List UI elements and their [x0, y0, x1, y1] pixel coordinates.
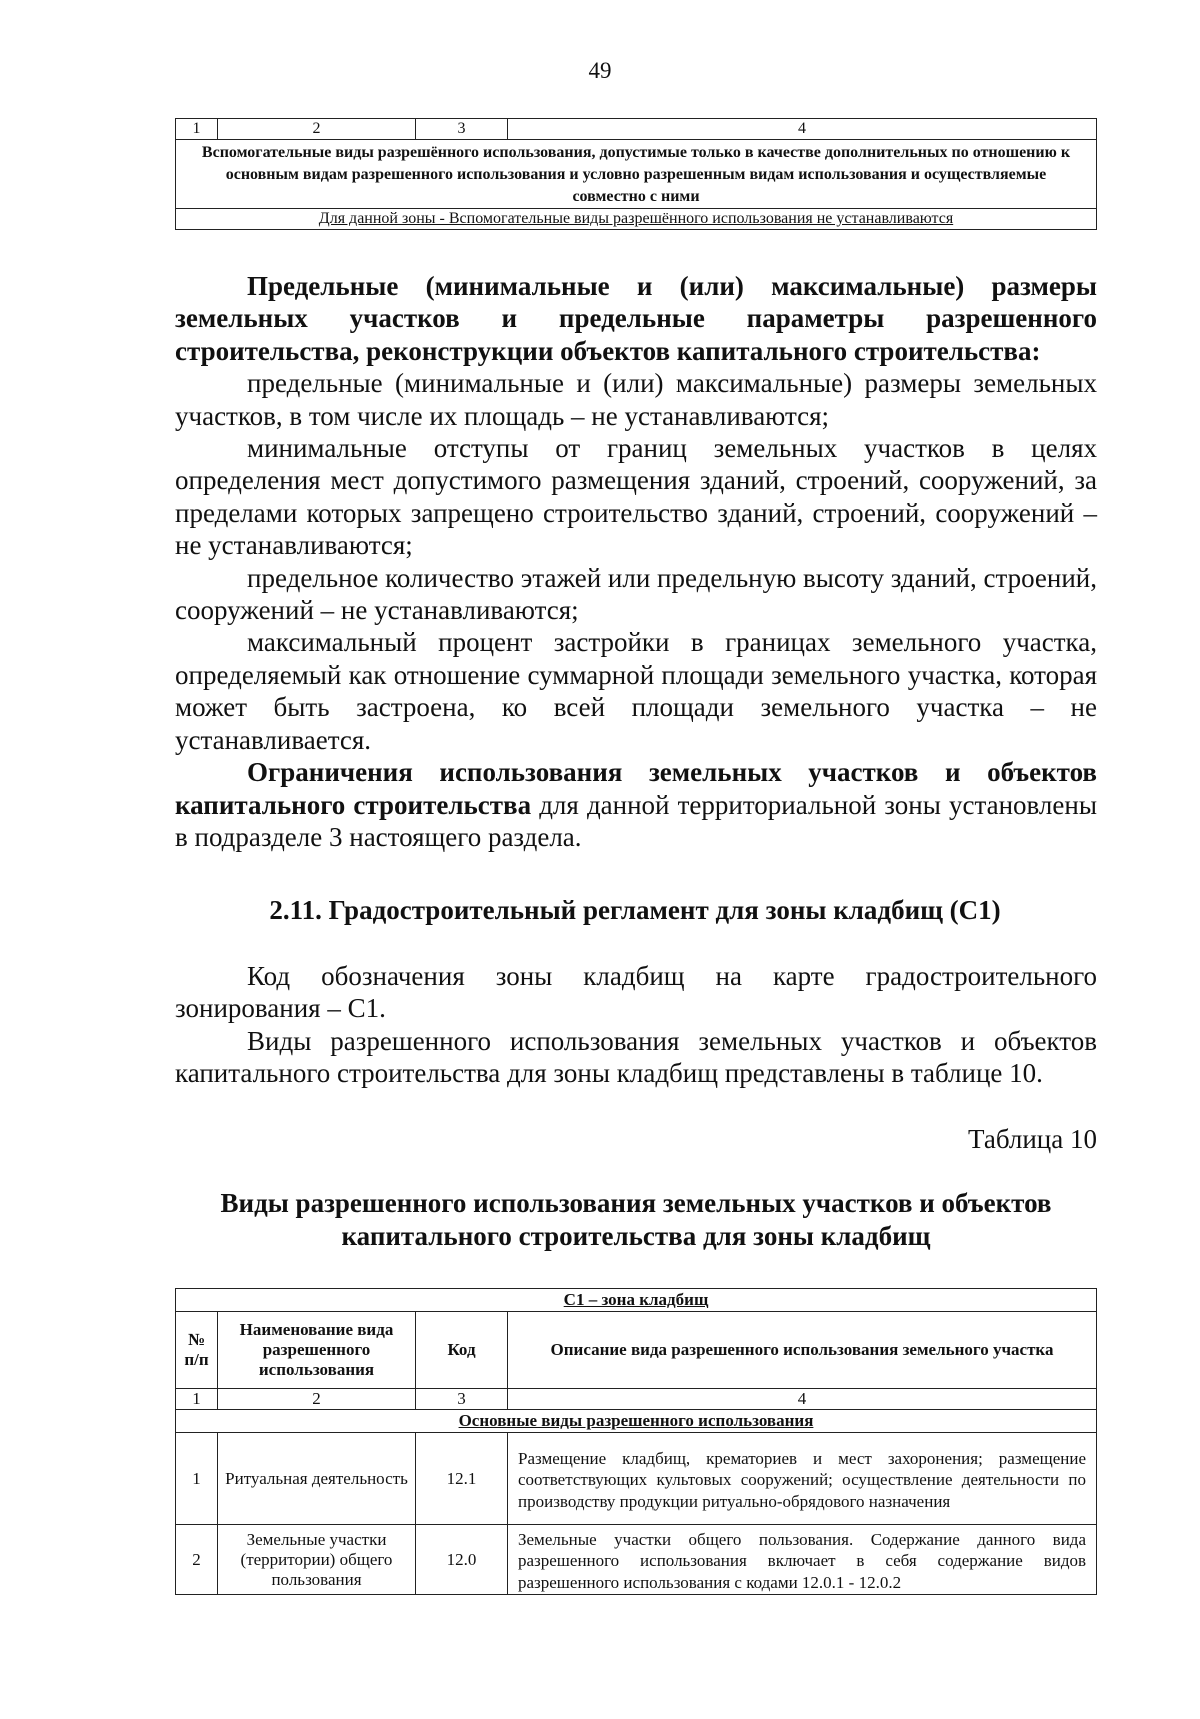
column-number: 3 [416, 119, 508, 140]
page-number: 49 [588, 58, 612, 83]
limits-item: предельные (минимальные и (или) максимальные) размеры земельных участков, в том числе их площадь – не устанавливаются; [175, 368, 1097, 431]
column-header: Описание вида разрешенного использования земельного участка [508, 1312, 1097, 1389]
column-number: 4 [508, 1389, 1097, 1410]
column-number: 2 [218, 119, 416, 140]
restrictions-rest: для данной территориальной зоны установлены в подразделе 3 настоящего раздела. [175, 789, 1097, 852]
column-number: 2 [218, 1389, 416, 1410]
column-number-row [176, 1389, 1097, 1410]
table-caption: Таблица 10 [968, 1124, 1097, 1154]
table-row [176, 1433, 1097, 1525]
use-name: Земельные участки (территории) общего пользования [218, 1525, 416, 1595]
section-text [175, 960, 1097, 1090]
limits-heading: Предельные (минимальные и (или) максимальные) размеры земельных участков и предельные параметры разрешенного строительства, реконструкции объектов капитального строительства: [175, 271, 1097, 366]
column-header-row [176, 1312, 1097, 1389]
use-code: 12.0 [416, 1525, 508, 1595]
continuation-table [175, 118, 1097, 230]
column-header: № п/п [176, 1312, 218, 1389]
table-reference-paragraph: Виды разрешенного использования земельных участков и объектов капитального строительства для зоны кладбищ представлены в таблице 10. [175, 1025, 1097, 1089]
zone-code-paragraph: Код обозначения зоны кладбищ на карте градостроительного зонирования – С1. [175, 961, 1097, 1024]
use-code: 12.1 [416, 1433, 508, 1525]
use-description: Размещение кладбищ, крематориев и мест захоронения; размещение соответствующих культовых сооружений; осуществление деятельности по производству продукции ритуально-обрядового назначения [508, 1433, 1097, 1525]
row-number: 1 [176, 1433, 218, 1525]
column-number: 1 [176, 119, 218, 140]
auxiliary-uses-note: Для данной зоны - Вспомогательные виды разрешённого использования не устанавливаются [176, 209, 1097, 230]
permitted-uses-table [175, 1288, 1097, 1595]
limits-item: предельное количество этажей или предельную высоту зданий, строений, сооружений – не устанавливаются; [175, 562, 1097, 626]
section-heading: 2.11. Градостроительный регламент для зоны кладбищ (С1) [269, 895, 1001, 925]
column-header: Код [416, 1312, 508, 1389]
column-number: 4 [508, 119, 1097, 140]
table-row [176, 1525, 1097, 1595]
limits-item: максимальный процент застройки в границах земельного участка, определяемый как отношение суммарной площади земельного участка, которая может быть застроена, ко всей площади земельного участка – не устанавливается. [175, 627, 1097, 755]
restrictions-paragraph [175, 756, 1097, 853]
column-header: Наименование вида разрешенного использования [218, 1312, 416, 1389]
column-number: 1 [176, 1389, 218, 1410]
restrictions-bold: Ограничения использования земельных участков и объектов капитального строительства [175, 757, 1097, 820]
main-uses-group-header: Основные виды разрешенного использования [176, 1410, 1097, 1433]
column-number-row [176, 119, 1097, 140]
row-number: 2 [176, 1525, 218, 1595]
limits-block [175, 270, 1097, 853]
use-name: Ритуальная деятельность [218, 1433, 416, 1525]
column-number: 3 [416, 1389, 508, 1410]
table-title: Виды разрешенного использования земельных участков и объектов капитального строительства для зоны кладбищ [220, 1188, 1052, 1251]
use-description: Земельные участки общего пользования. Содержание данного вида разрешенного использования включает в себя содержание видов разрешенного использования с кодами 12.0.1 - 12.0.2 [508, 1525, 1097, 1595]
auxiliary-uses-header: Вспомогательные виды разрешённого использования, допустимые только в качестве дополнительных по отношению к основным видам разрешенного использования и условно разрешенным видам использования и осуществляемые совместно с ними [176, 140, 1097, 209]
zone-header: С1 – зона кладбищ [176, 1289, 1097, 1312]
limits-item: минимальные отступы от границ земельных участков в целях определения мест допустимого размещения зданий, строений, сооружений, за пределами которых запрещено строительство зданий, строений, сооружений – не устанавливаются; [175, 433, 1097, 561]
